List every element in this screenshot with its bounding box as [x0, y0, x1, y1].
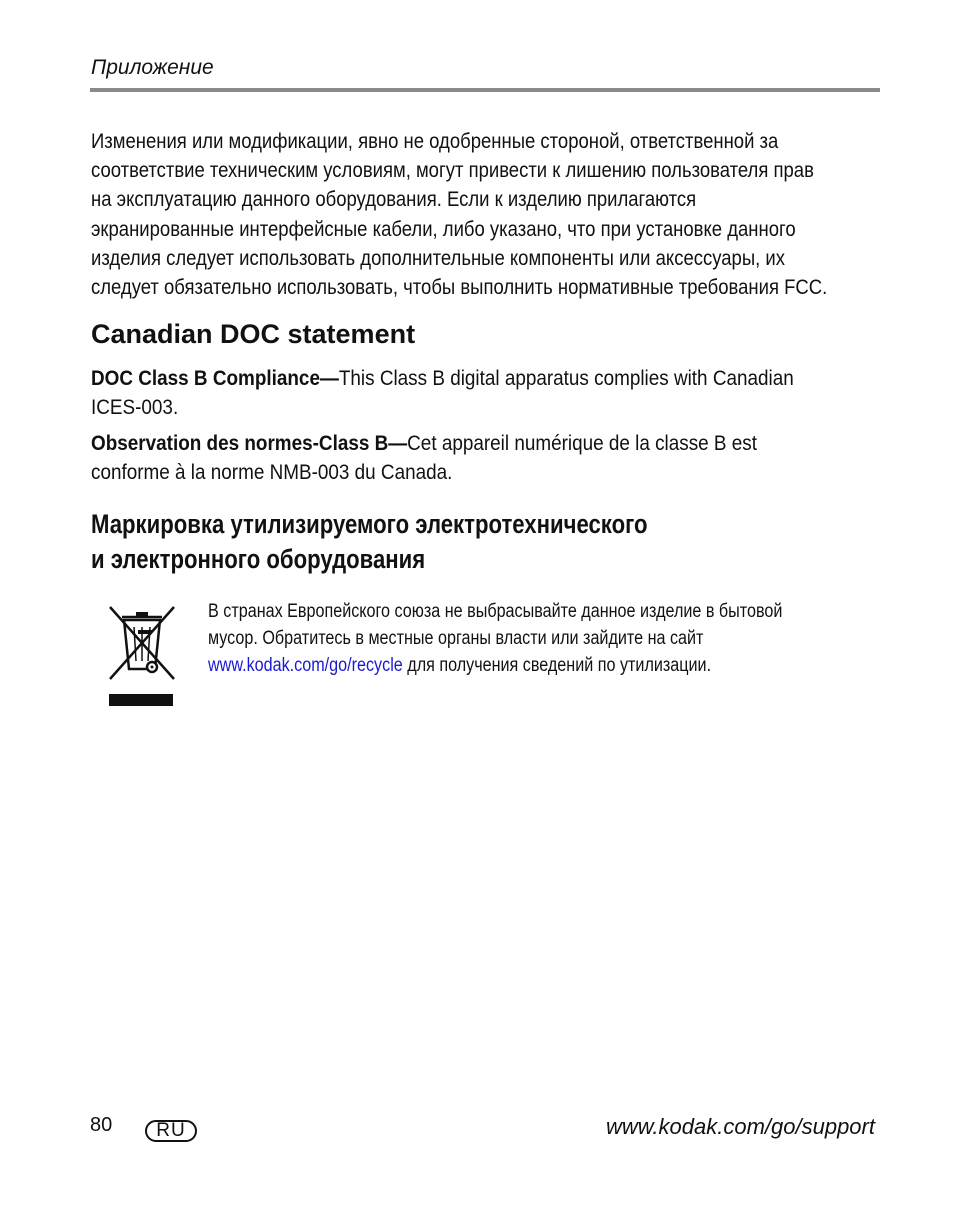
paragraph-line: Изменения или модификации, явно не одобренные стороной, ответственной за: [91, 129, 779, 153]
weee-heading-line: и электронного оборудования: [91, 544, 426, 574]
header-divider: [90, 88, 880, 92]
nmb-observation-text: Cet appareil numérique de la classe B est: [407, 432, 757, 455]
doc-compliance-label: DOC Class B Compliance—: [91, 367, 339, 390]
doc-compliance-text: This Class B digital apparatus complies with Canadian: [338, 367, 794, 390]
paragraph-line: следует обязательно использовать, чтобы выполнить нормативные требования FCC.: [91, 275, 828, 300]
weee-heading-line: Маркировка утилизируемого электротехнического: [91, 509, 648, 539]
weee-text-line: мусор. Обратитесь в местные органы власти или зайдите на сайт: [208, 628, 704, 649]
crossed-out-wheelie-bin-icon: [106, 603, 178, 707]
paragraph-line: экранированные интерфейсные кабели, либо указано, что при установке данного: [91, 216, 796, 241]
nmb-observation-paragraph: [91, 429, 883, 487]
support-url: www.kodak.com/go/support: [605, 1114, 875, 1139]
fcc-paragraph: [91, 127, 891, 302]
weee-text-line: В странах Европейского союза не выбрасывайте данное изделие в бытовой: [208, 601, 783, 622]
header-title: Приложение: [91, 56, 214, 79]
page-number: 80: [90, 1114, 113, 1136]
doc-compliance-text-cont: ICES-003.: [91, 396, 179, 419]
nmb-observation-text-cont: conforme à la norme NMB-003 du Canada.: [91, 461, 453, 484]
canadian-doc-heading: Canadian DOC statement: [91, 319, 416, 349]
language-badge: RU: [145, 1120, 197, 1142]
weee-heading: [91, 507, 747, 577]
paragraph-line: изделия следует использовать дополнительные компоненты или аксессуары, их: [91, 245, 785, 270]
recycle-link[interactable]: www.kodak.com/go/recycle: [208, 655, 403, 676]
paragraph-line: на эксплуатацию данного оборудования. Если к изделию прилагаются: [91, 187, 697, 212]
nmb-observation-label: Observation des normes-Class B—: [91, 432, 408, 455]
weee-text-line: для получения сведений по утилизации.: [402, 655, 712, 676]
doc-compliance-paragraph: [91, 364, 883, 422]
weee-text: [208, 598, 871, 679]
paragraph-line: соответствие техническим условиям, могут привести к лишению пользователя прав: [91, 158, 814, 183]
